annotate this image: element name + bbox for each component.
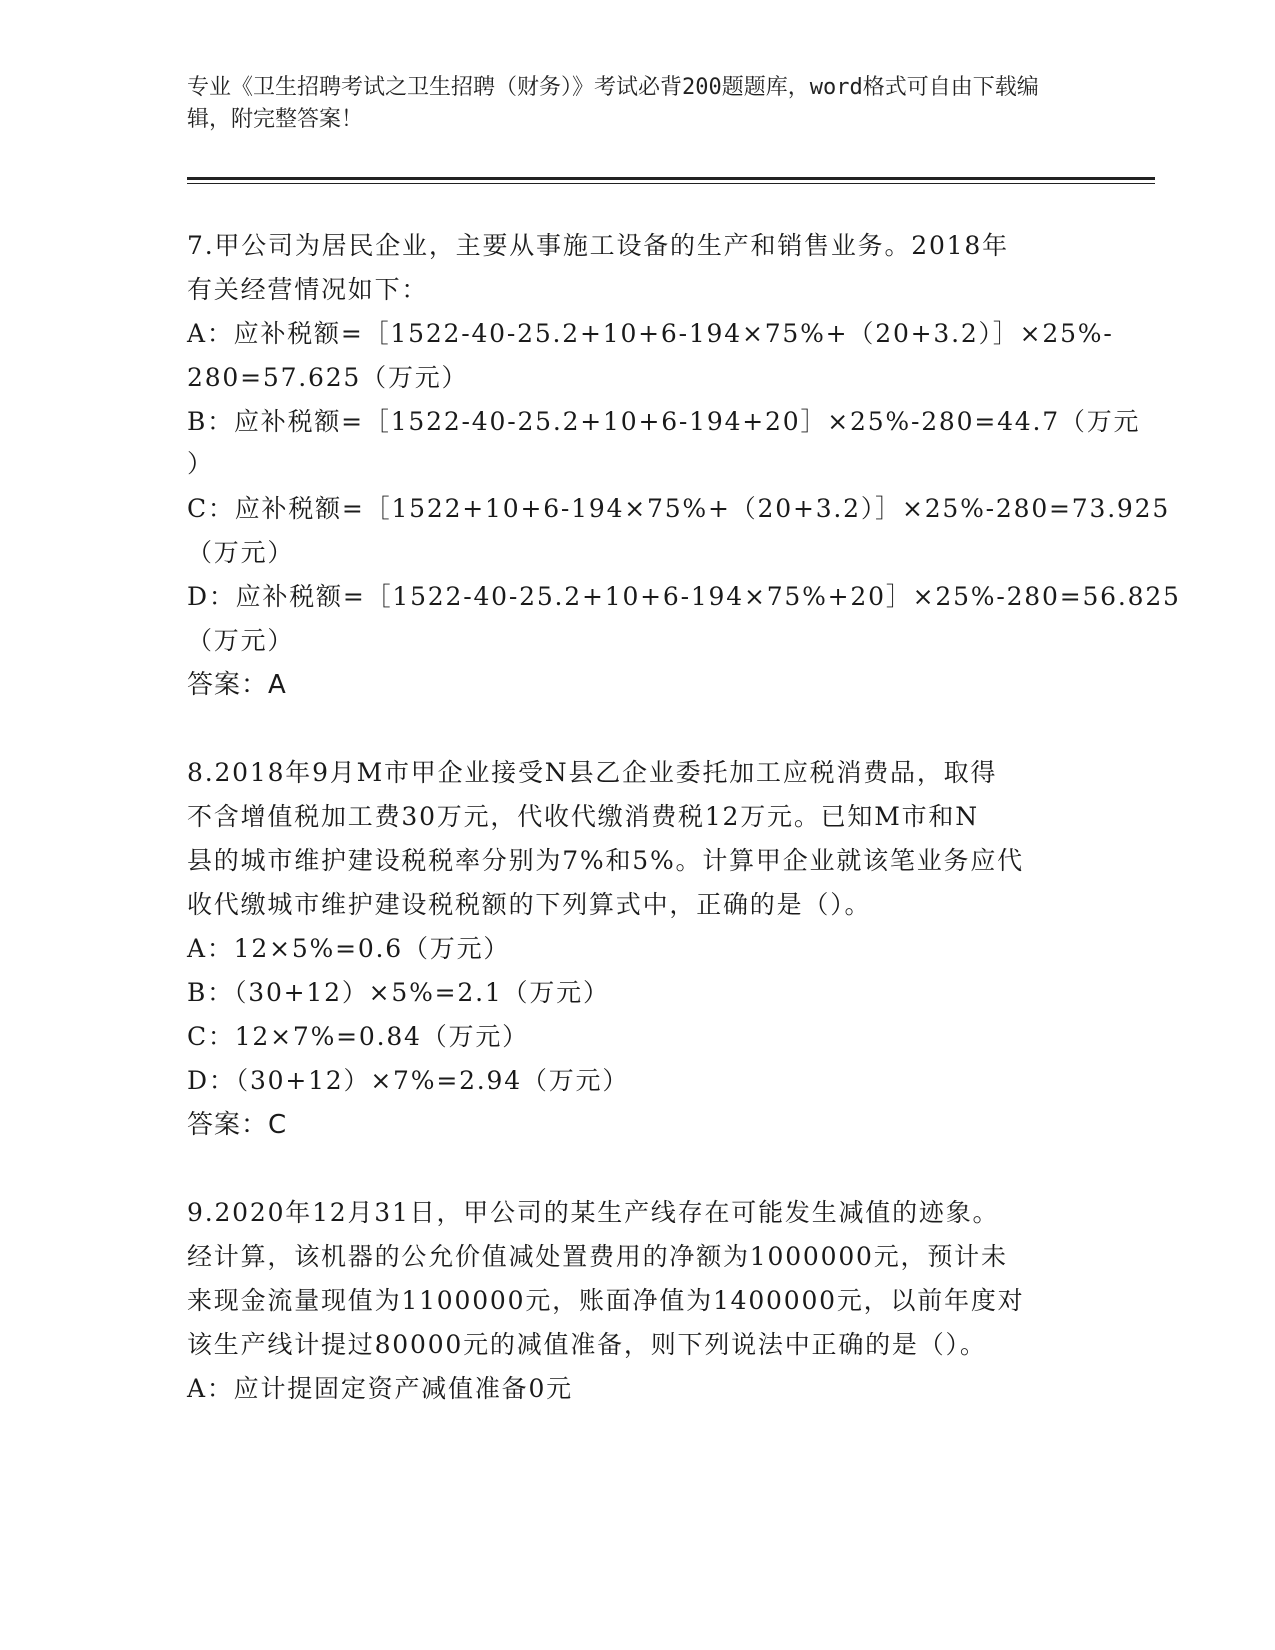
q8-stem-line-4: 收代缴城市维护建设税税额的下列算式中，正确的是（）。 (187, 890, 872, 919)
q8-stem-line-2: 不含增值税加工费30万元，代收代缴消费税12万元。已知M市和N (187, 802, 979, 831)
q7-stem-line-2: 有关经营情况如下： (187, 275, 429, 304)
q8-option-a: A：12×5%=0.6（万元） (187, 934, 511, 963)
document-header: 专业《卫生招聘考试之卫生招聘（财务）》考试必背200题题库，word格式可自由下载编辑，附完整答案！ (187, 75, 1039, 132)
header-divider-thin (187, 183, 1155, 184)
q7-option-a-line-1: A：应补税额=［1522-40-25.2+10+6-194×75%+（20+3.2）］×25%- (187, 319, 1114, 348)
header-divider-thick (187, 177, 1155, 180)
q7-option-b-line-2: ） (187, 449, 214, 478)
q8-option-c: C：12×7%=0.84（万元） (187, 1022, 529, 1051)
q7-answer: 答案：A (187, 670, 287, 700)
q9-stem-line-3: 来现金流量现值为1100000元，账面净值为1400000元，以前年度对 (187, 1286, 1025, 1315)
q7-option-a-line-2: 280=57.625（万元） (187, 363, 469, 392)
q7-option-d-line-1: D：应补税额=［1522-40-25.2+10+6-194×75%+20］×25%-280=56.825 (187, 582, 1181, 611)
q8-answer: 答案：C (187, 1110, 288, 1140)
q8-option-b: B：（30+12）×5%=2.1（万元） (187, 978, 610, 1007)
q9-stem-line-2: 经计算，该机器的公允价值减处置费用的净额为1000000元，预计未 (187, 1242, 1008, 1271)
q7-option-d-line-2: （万元） (187, 626, 295, 655)
q7-option-c-line-1: C：应补税额=［1522+10+6-194×75%+（20+3.2）］×25%-280=73.925 (187, 494, 1171, 523)
q8-option-d: D：（30+12）×7%=2.94（万元） (187, 1066, 630, 1095)
q8-stem-line-1: 8.2018年9月M市甲企业接受N县乙企业委托加工应税消费品，取得 (187, 758, 998, 787)
q9-option-a: A：应计提固定资产减值准备0元 (187, 1374, 573, 1403)
q7-option-b-line-1: B：应补税额=［1522-40-25.2+10+6-194+20］×25%-280=44.7（万元 (187, 407, 1141, 436)
q7-stem-line-1: 7.甲公司为居民企业，主要从事施工设备的生产和销售业务。2018年 (187, 231, 1009, 260)
q9-stem-line-4: 该生产线计提过80000元的减值准备，则下列说法中正确的是（）。 (187, 1330, 987, 1359)
q8-stem-line-3: 县的城市维护建设税税率分别为7%和5%。计算甲企业就该笔业务应代 (187, 846, 1024, 875)
q9-stem-line-1: 9.2020年12月31日，甲公司的某生产线存在可能发生减值的迹象。 (187, 1198, 1000, 1227)
q7-option-c-line-2: （万元） (187, 538, 295, 567)
